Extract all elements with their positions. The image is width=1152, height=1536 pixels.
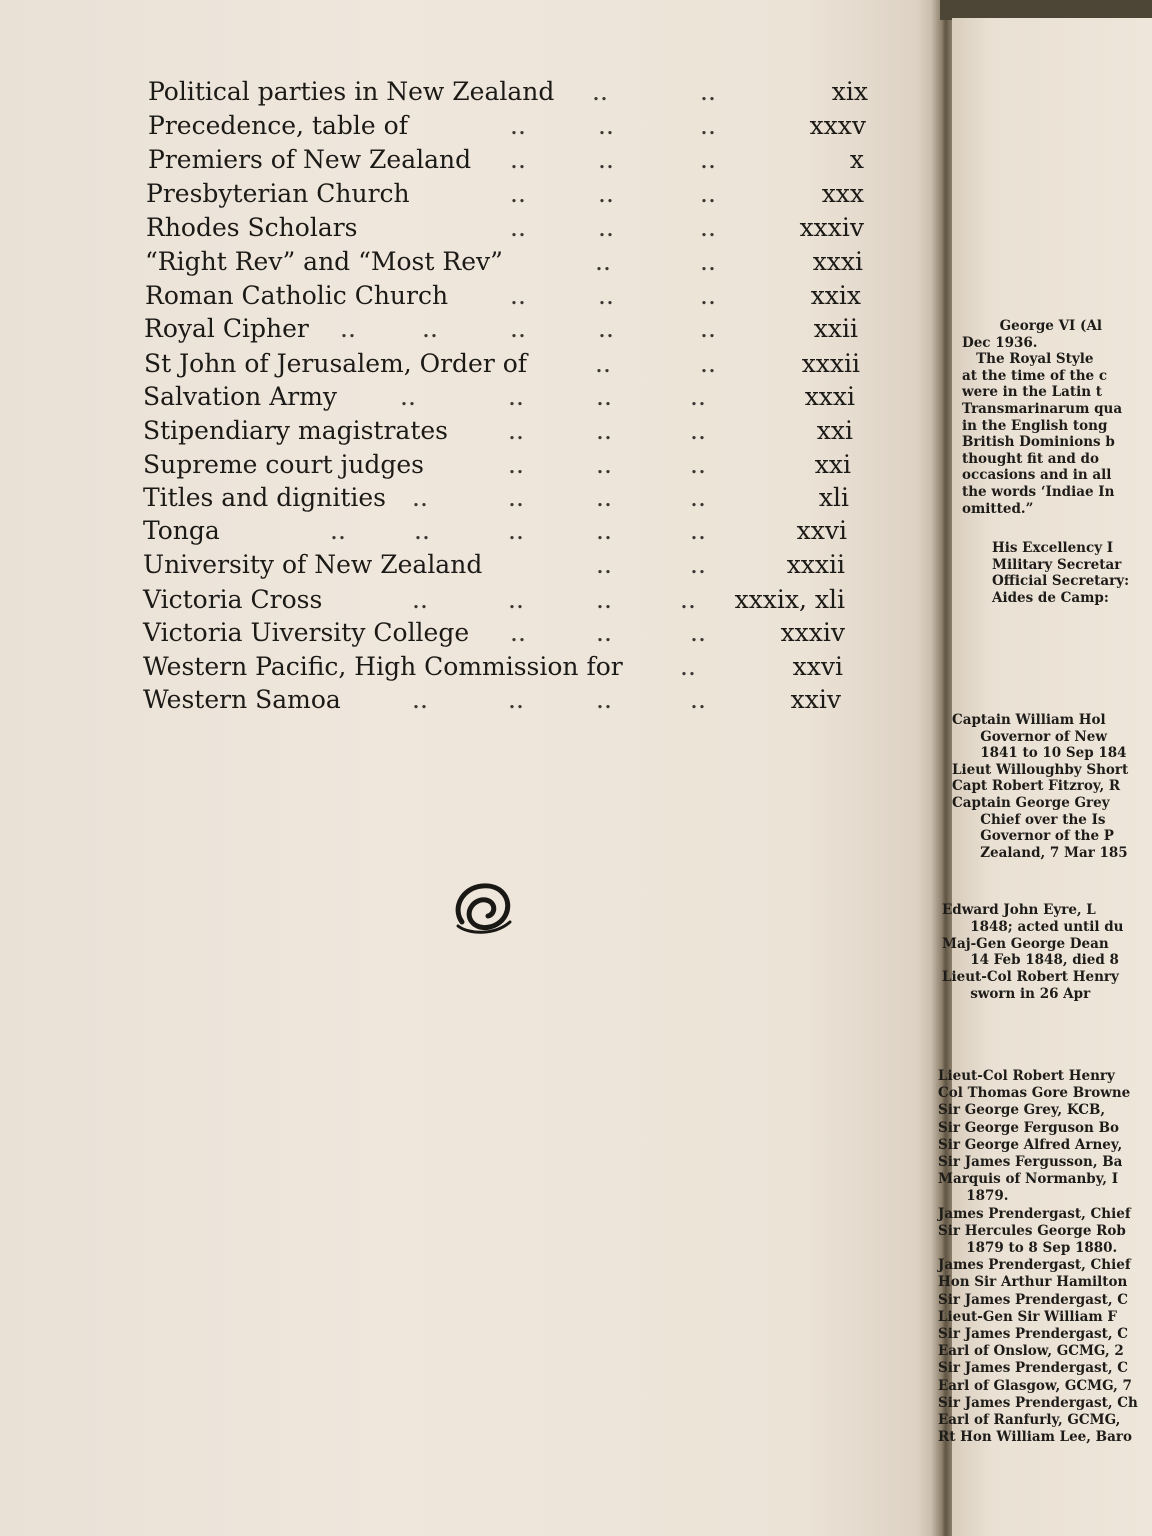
index-page-number: xxxii [786,550,845,579]
dot-leader: .. [508,585,524,614]
dot-leader: .. [596,416,612,445]
facing-page-line: in the English tong [962,417,1108,434]
index-list [0,0,945,760]
facing-page-line: Transmarinarum qua [962,401,1123,417]
index-term: Western Pacific, High Commission for [143,652,623,681]
dot-leader: .. [510,314,526,343]
facing-page-line: thought fit and do [962,450,1099,467]
dot-leader: .. [700,314,716,343]
dot-leader: .. [690,618,706,647]
dot-leader: .. [412,483,428,512]
facing-page-line: 1841 to 10 Sep 184 [952,745,1127,762]
dot-leader: .. [700,247,716,276]
index-page-number: xxxi [812,247,863,276]
dot-leader: .. [596,450,612,479]
index-term: Victoria Cross [143,585,323,614]
dot-leader: .. [412,685,428,714]
facing-page-line: Lieut-Gen Sir William F [938,1308,1117,1325]
dot-leader: .. [508,450,524,479]
index-page-number: xxvi [796,516,847,545]
facing-page-line: occasions and in all [962,467,1112,484]
dot-leader: .. [508,416,524,445]
facing-page-line: Earl of Glasgow, GCMG, 7 [938,1377,1132,1394]
index-page-number: xxxv [809,111,866,140]
index-term: Precedence, table of [148,111,408,140]
index-page-number: xxix [810,281,861,310]
index-entry [148,144,864,176]
facing-page-line: omitted.” [962,500,1034,517]
facing-page-line: George VI (Al [962,318,1103,334]
index-term: Rhodes Scholars [146,213,358,242]
index-entry [145,246,863,278]
dot-leader: .. [596,585,612,614]
facing-page-line: Sir James Prendergast, C [938,1326,1128,1342]
dot-leader: .. [700,145,716,174]
facing-page-line: 14 Feb 1848, died 8 [942,952,1119,969]
dot-leader: .. [422,314,438,343]
dot-leader: .. [400,382,416,411]
facing-page-line: James Prendergast, Chief [938,1205,1131,1222]
index-term: Presbyterian Church [146,179,410,208]
facing-page-line: Captain William Hol [952,712,1106,728]
dot-leader: .. [508,483,524,512]
index-term: “Right Rev” and “Most Rev” [145,247,503,276]
dot-leader: .. [510,145,526,174]
index-term: Supreme court judges [143,450,425,479]
dot-leader: .. [700,77,716,106]
facing-page-line: Sir James Prendergast, Ch [938,1394,1138,1411]
dot-leader: .. [510,618,526,647]
index-term: Premiers of New Zealand [148,145,472,174]
index-term: Titles and dignities [143,483,387,512]
facing-page-line: Marquis of Normanby, I [938,1171,1119,1188]
dot-leader: .. [510,213,526,242]
dot-leader: .. [592,77,608,106]
facing-page-line: James Prendergast, Chief [938,1257,1131,1274]
index-page-number: xxi [816,416,853,445]
dot-leader: .. [596,516,612,545]
facing-page-line: Sir James Fergusson, Ba [938,1154,1123,1170]
index-entry [145,280,861,312]
index-entry [143,449,851,481]
dot-leader: .. [508,382,524,411]
facing-page-line: sworn in 26 Apr [942,986,1091,1002]
facing-page-line: Military Secretar [992,556,1122,573]
facing-page-line: Captain George Grey [952,795,1110,811]
dot-leader: .. [598,179,614,208]
index-page-number: xxxix, xli [734,585,845,614]
dot-leader: .. [700,111,716,140]
dot-leader: .. [596,382,612,411]
index-term: Political parties in New Zealand [148,77,555,106]
index-entry [143,482,849,514]
index-entry [146,212,864,244]
index-entry [143,549,845,581]
dot-leader: .. [510,281,526,310]
index-term: University of New Zealand [143,550,483,579]
index-page-number: xxi [814,450,851,479]
facing-page-line: Zealand, 7 Mar 185 [952,844,1128,861]
index-page-number: xxii [813,314,858,343]
index-term: Stipendiary magistrates [143,416,449,445]
facing-page-line: Sir George Grey, KCB, [938,1102,1106,1119]
index-entry [143,415,853,447]
dot-leader: .. [690,382,706,411]
index-entry [143,651,843,683]
dot-leader: .. [700,281,716,310]
facing-page-line: Lieut-Col Robert Henry [942,969,1119,986]
index-entry [143,381,855,413]
index-entry [143,684,841,716]
facing-page-line: Edward John Eyre, L [942,902,1096,918]
facing-page-line: Sir Hercules George Rob [938,1222,1126,1239]
index-entry [144,348,860,380]
facing-page-line: His Excellency I [992,540,1114,556]
index-page-number: xxxii [801,349,860,378]
facing-page-line: Aides de Camp: [992,589,1109,606]
index-entry [148,76,868,108]
facing-page-line: Sir James Prendergast, C [938,1291,1128,1308]
dot-leader: .. [510,179,526,208]
index-entry [143,617,845,649]
dot-leader: .. [690,450,706,479]
book-edge [940,0,1152,20]
index-entry [143,584,845,616]
index-page-number: xxxiv [799,213,864,242]
facing-page-line: Governor of the P [952,828,1114,845]
facing-page-line: British Dominions b [962,434,1115,451]
index-entry [148,110,866,142]
facing-page-line: the words ‘Indiae In [962,484,1115,500]
facing-page-line: Rt Hon William Lee, Baro [938,1429,1132,1446]
dot-leader: .. [414,516,430,545]
right-page [938,18,1152,1536]
dot-leader: .. [700,179,716,208]
dot-leader: .. [596,550,612,579]
facing-page-line: Lieut Willoughby Short [952,761,1129,778]
facing-page-line: 1879 to 8 Sep 1880. [938,1240,1118,1256]
facing-page-line: Earl of Onslow, GCMG, 2 [938,1343,1124,1360]
dot-leader: .. [596,685,612,714]
dot-leader: .. [508,685,524,714]
index-page-number: xxxi [804,382,855,411]
dot-leader: .. [508,516,524,545]
index-term: Victoria Uiversity College [143,618,470,647]
index-term: St John of Jerusalem, Order of [144,349,528,378]
index-term: Salvation Army [143,382,338,411]
facing-page-line: 1848; acted until du [942,918,1124,935]
facing-page-line: The Royal Style [962,351,1094,368]
dot-leader: .. [340,314,356,343]
facing-page-line: Hon Sir Arthur Hamilton [938,1274,1128,1291]
index-page-number: xxiv [790,685,841,714]
facing-page-line: at the time of the c [962,367,1108,384]
facing-page-line: Dec 1936. [962,334,1038,351]
dot-leader: .. [700,213,716,242]
dot-leader: .. [690,483,706,512]
dot-leader: .. [596,483,612,512]
dot-leader: .. [598,145,614,174]
facing-page-line: Sir George Alfred Arney, [938,1136,1123,1153]
dot-leader: .. [690,416,706,445]
index-page-number: xxxiv [780,618,845,647]
facing-page-line: 1879. [938,1188,1009,1205]
dot-leader: .. [596,618,612,647]
facing-page-line: Earl of Ranfurly, GCMG, [938,1412,1121,1428]
index-page-number: xli [818,483,849,512]
dot-leader: .. [330,516,346,545]
index-page-number: x [849,145,864,174]
dot-leader: .. [598,281,614,310]
index-term: Roman Catholic Church [145,281,449,310]
facing-page-line: were in the Latin t [962,384,1102,401]
index-page-number: xxx [821,179,864,208]
index-term: Western Samoa [143,685,341,714]
dot-leader: .. [598,213,614,242]
facing-page-line: Capt Robert Fitzroy, R [952,778,1121,795]
facing-page-line: Official Secretary: [992,573,1130,589]
index-term: Tonga [143,516,220,545]
index-entry [146,178,864,210]
dot-leader: .. [690,516,706,545]
index-page-number: xxvi [792,652,843,681]
index-entry [144,313,858,345]
dot-leader: .. [595,349,611,378]
index-entry [143,515,847,547]
facing-page-line: Sir James Prendergast, C [938,1360,1128,1377]
dot-leader: .. [690,685,706,714]
dot-leader: .. [680,652,696,681]
dot-leader: .. [680,585,696,614]
dot-leader: .. [595,247,611,276]
dot-leader: .. [700,349,716,378]
facing-page-line: Governor of New [952,728,1107,745]
facing-page-line: Lieut-Col Robert Henry [938,1068,1115,1084]
index-term: Royal Cipher [144,314,309,343]
dot-leader: .. [690,550,706,579]
dot-leader: .. [598,111,614,140]
facing-page-line: Maj-Gen George Dean [942,935,1109,952]
facing-page-line: Chief over the Is [952,811,1106,828]
facing-page-line: Col Thomas Gore Browne [938,1085,1131,1102]
dot-leader: .. [510,111,526,140]
dot-leader: .. [598,314,614,343]
facing-page-line: Sir George Ferguson Bo [938,1119,1119,1136]
dot-leader: .. [412,585,428,614]
scroll-ornament-icon [448,878,520,938]
index-page-number: xix [831,77,868,106]
